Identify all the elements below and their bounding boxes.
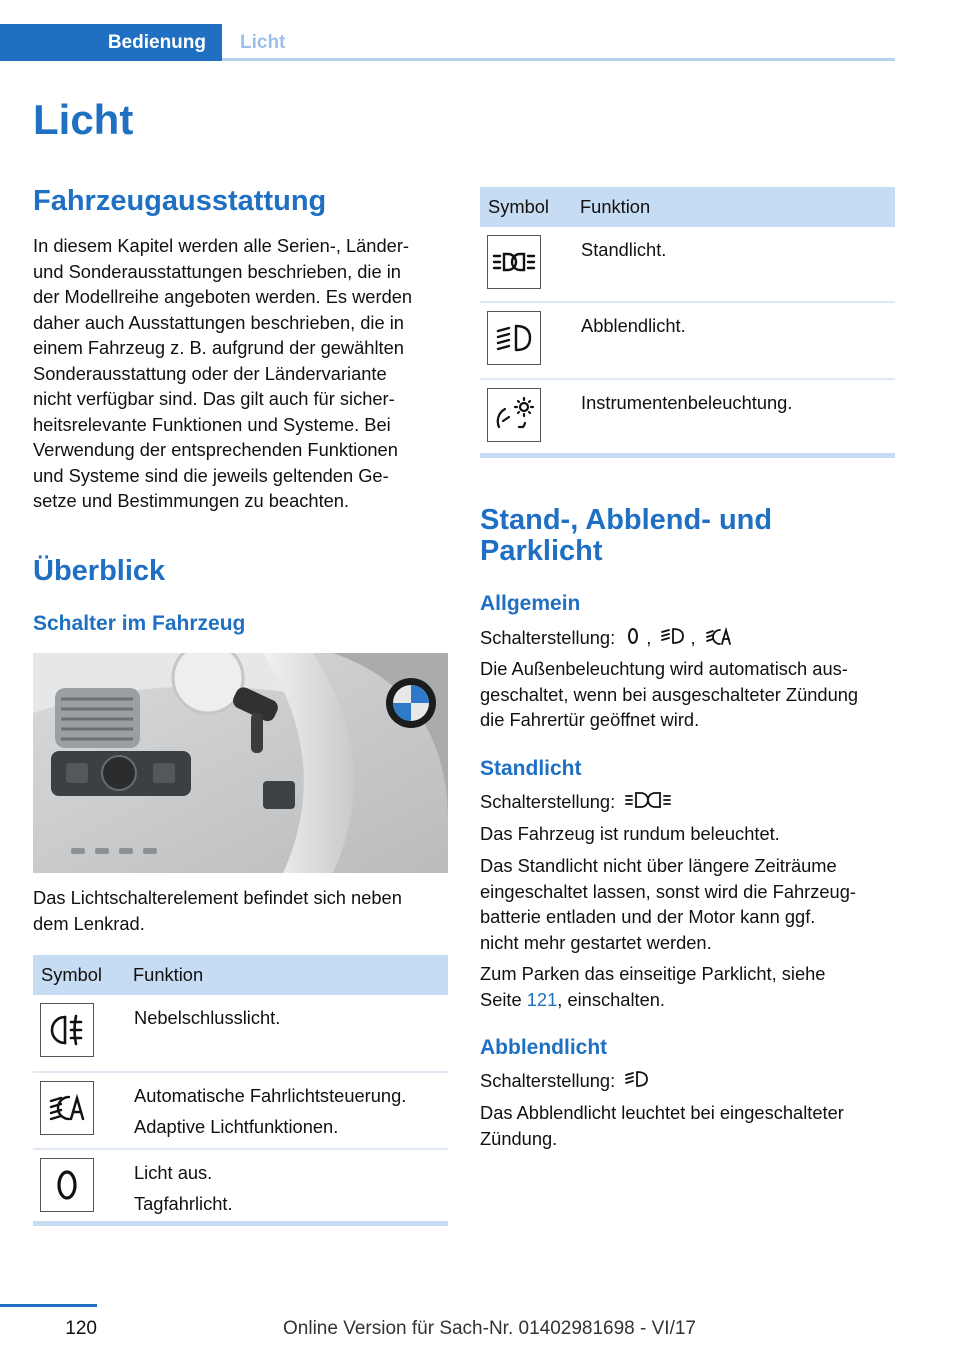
standlicht-switch-line	[480, 789, 895, 816]
section-title-ueberblick: Überblick	[33, 555, 166, 587]
table-row	[480, 302, 895, 379]
light-off-icon	[40, 1158, 94, 1212]
switch-label: Schalterstellung:	[480, 1070, 616, 1091]
col-header-symbol: Symbol	[480, 187, 572, 227]
low-beam-icon	[487, 311, 541, 365]
text-line: dem Lenkrad.	[33, 912, 145, 934]
text-line: Zum Parken das einseitige Parklicht, siehe	[480, 963, 826, 984]
abblendlicht-switch-line	[480, 1068, 895, 1095]
rear-fog-light-icon	[40, 1003, 94, 1057]
page-title: Licht	[33, 96, 134, 143]
text-line: In diesem Kapitel werden alle Serien-, Länder-	[33, 235, 409, 256]
tab-licht[interactable]: Licht	[240, 31, 286, 53]
table-row	[480, 379, 895, 456]
text-line: und Sonderausstattungen beschrieben, die in	[33, 260, 401, 282]
low-beam-icon	[660, 626, 686, 653]
standlicht-warning-paragraph	[480, 853, 895, 955]
allgemein-switch-line	[480, 625, 895, 652]
auto-headlight-icon	[705, 626, 733, 653]
text-line: Verwendung der entsprechenden Funktionen	[33, 439, 398, 460]
subsection-title-abblendlicht: Abblendlicht	[480, 1036, 608, 1059]
text-fragment: Seite	[480, 988, 522, 1010]
footer-divider	[0, 1304, 97, 1307]
parking-light-icon	[624, 790, 672, 817]
tab-bedienung[interactable]: Bedienung	[0, 24, 222, 61]
text-line: batterie entladen und der Motor kann ggf.	[480, 906, 816, 927]
text-line: Das Abblendlicht leuchtet bei eingeschalteter	[480, 1102, 844, 1123]
text-line: nicht mehr gestartet werden.	[480, 931, 712, 953]
text-line: heitsrelevante Funktionen und Systeme. Bei	[33, 413, 391, 435]
col-header-function: Funktion	[572, 187, 895, 227]
text-line: einem Fahrzeug z. B. aufgrund der gewählten	[33, 337, 404, 358]
text-line: daher auch Ausstattungen beschrieben, die in	[33, 311, 404, 333]
symbol-table-right	[480, 187, 895, 456]
parking-light-icon	[487, 235, 541, 289]
table-row	[33, 1072, 448, 1149]
function-text: Nebelschlusslicht.	[134, 1007, 281, 1028]
symbol-table-left	[33, 955, 448, 1226]
tab-underline	[222, 58, 895, 61]
table-row	[33, 1149, 448, 1226]
header-tabs	[0, 24, 895, 61]
intro-paragraph	[33, 233, 448, 514]
function-text: Licht aus.	[134, 1162, 213, 1183]
function-text: Abblendlicht.	[581, 315, 686, 336]
title-line: Parklicht	[480, 535, 603, 567]
col-header-symbol: Symbol	[33, 955, 125, 995]
switch-label: Schalterstellung:	[480, 791, 616, 812]
text-line: und Systeme sind die jeweils geltenden Ge-	[33, 464, 389, 486]
col-header-function: Funktion	[125, 955, 448, 995]
text-line: die Fahrertür geöffnet wird.	[480, 709, 700, 730]
function-text: Automatische Fahrlichtsteuerung.	[134, 1085, 407, 1106]
table-end-bar	[480, 453, 895, 458]
light-off-icon	[624, 626, 642, 653]
instrument-lighting-icon	[487, 388, 541, 442]
subsection-title-standlicht: Standlicht	[480, 757, 582, 780]
page-number: 120	[65, 1318, 97, 1339]
text-line: nicht verfügbar sind. Das gilt auch für sicher-	[33, 388, 395, 409]
light-switch-photo	[33, 653, 448, 873]
parklicht-reference-paragraph	[480, 961, 895, 1012]
text-line: geschaltet, wenn bei ausgeschalteter Zündung	[480, 683, 859, 705]
allgemein-paragraph	[480, 656, 895, 733]
auto-headlight-icon	[40, 1081, 94, 1135]
section-title-fahrzeugausstattung: Fahrzeugausstattung	[33, 185, 327, 217]
function-text: Standlicht.	[581, 239, 667, 260]
title-line: Stand-, Abblend- und	[480, 504, 773, 536]
table-row	[33, 995, 448, 1072]
online-version-text: Online Version für Sach-Nr. 01402981698 - VI/17	[283, 1318, 696, 1339]
text-line: Zündung.	[480, 1127, 558, 1149]
text-fragment: , einschalten.	[557, 988, 666, 1010]
table-end-bar	[33, 1221, 448, 1226]
text-line: setze und Bestimmungen zu beachten.	[33, 490, 350, 511]
function-text: Adaptive Lichtfunktionen.	[134, 1116, 339, 1137]
text-line: Die Außenbeleuchtung wird automatisch aus-	[480, 658, 848, 679]
page-link-121[interactable]: 121	[526, 988, 558, 1010]
table-row	[480, 227, 895, 302]
text-line: Das Lichtschalterelement befindet sich neben	[33, 887, 402, 908]
function-text: Instrumentenbeleuchtung.	[581, 392, 793, 413]
subsection-title-allgemein: Allgemein	[480, 592, 581, 615]
text-line: Sonderausstattung oder der Ländervariante	[33, 362, 387, 384]
switch-label: Schalterstellung:	[480, 627, 616, 648]
standlicht-line1: Das Fahrzeug ist rundum beleuchtet.	[480, 823, 780, 844]
low-beam-icon	[624, 1069, 650, 1096]
separator: ,	[690, 627, 696, 648]
section-title-stand-abblend-parklicht	[480, 505, 772, 567]
subsection-title-schalter: Schalter im Fahrzeug	[33, 612, 246, 635]
text-line: Das Standlicht nicht über längere Zeiträume	[480, 855, 837, 876]
function-text: Tagfahrlicht.	[134, 1193, 233, 1214]
abblendlicht-paragraph	[480, 1100, 895, 1151]
text-line: der Modellreihe angeboten werden. Es werden	[33, 286, 413, 307]
separator: ,	[646, 627, 652, 648]
photo-caption	[33, 885, 448, 936]
text-line: eingeschaltet lassen, sonst wird die Fahrzeug-	[480, 880, 856, 902]
